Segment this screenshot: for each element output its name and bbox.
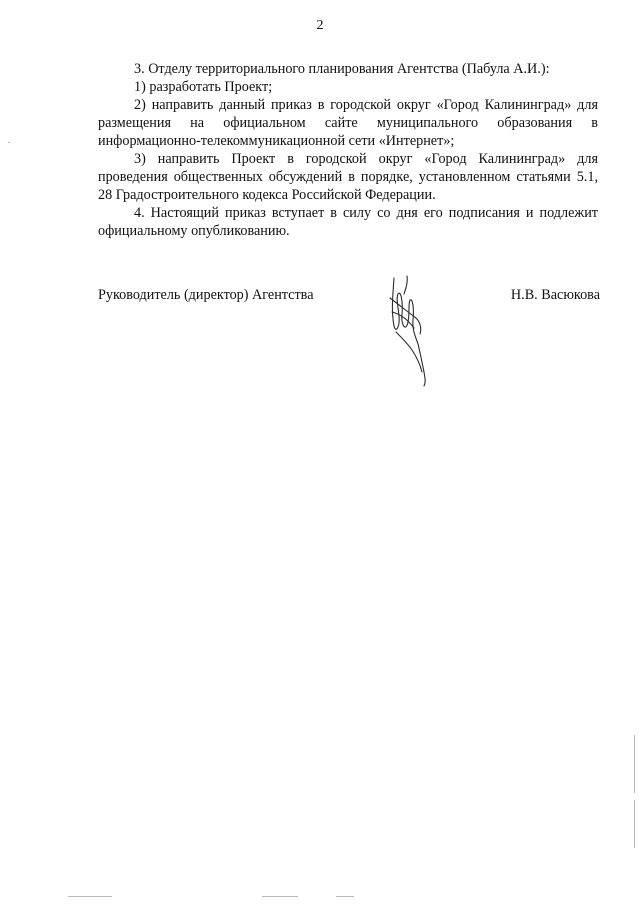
signer-position: Руководитель (директор) Агентства (98, 287, 314, 303)
subparagraph-3: 3) направить Проект в городской округ «Город Калининград» для проведения общественных обсуждений в порядке, установленном статьями 5.1, 28 Градостроительного кодекса Российской Федерации. (98, 151, 598, 203)
scan-artifact (262, 896, 298, 897)
subparagraph-2: 2) направить данный приказ в городской округ «Город Калининград» для размещения на официальном сайте муниципального образования в информационно-телекоммуникационной сети «Интернет»; (98, 97, 598, 149)
scan-artifact (8, 142, 10, 143)
scan-artifact (634, 800, 635, 848)
signature-block (98, 286, 600, 306)
scan-artifact (68, 896, 112, 897)
paragraph-item-4: 4. Настоящий приказ вступает в силу со дня его подписания и подлежит официальному опубликованию. (98, 205, 598, 239)
paragraph-item-3: 3. Отделу территориального планирования Агентства (Пабула А.И.): (134, 61, 550, 77)
scan-artifact (634, 735, 635, 793)
page-number: 2 (316, 18, 324, 33)
subparagraph-1: 1) разработать Проект; (134, 79, 273, 95)
document-body (98, 60, 598, 240)
handwritten-signature-icon (380, 268, 440, 390)
scan-artifact (336, 896, 354, 897)
signer-name: Н.В. Васюкова (510, 287, 600, 303)
